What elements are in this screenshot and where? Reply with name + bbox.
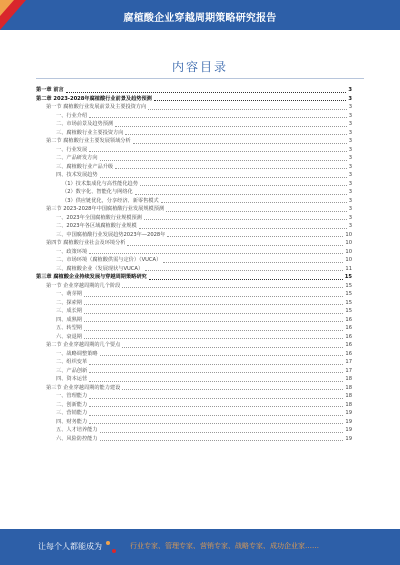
toc-entry[interactable] bbox=[36, 95, 352, 104]
toc-entry-text: 第三章 腐植酸企业持续发展与穿越周期策略研究 bbox=[36, 274, 147, 280]
toc-entry-page: 16 bbox=[345, 350, 352, 357]
toc-entry[interactable] bbox=[36, 358, 352, 367]
toc-entry-text: 一、行业介绍 bbox=[56, 112, 88, 119]
toc-entry-text: 四、技术发展趋势 bbox=[56, 172, 98, 178]
toc-entry-text: 一、政策环境 bbox=[56, 248, 88, 255]
toc-entry-text: 二、创新能力 bbox=[56, 401, 88, 408]
toc-entry[interactable] bbox=[36, 409, 352, 418]
toc-entry[interactable] bbox=[36, 222, 352, 231]
toc-entry[interactable] bbox=[36, 256, 352, 265]
toc-entry-page: 18 bbox=[345, 401, 352, 408]
toc-leader-dots bbox=[122, 347, 343, 348]
toc-entry-text: 二、组织变革 bbox=[56, 359, 88, 365]
toc-entry[interactable] bbox=[36, 375, 352, 384]
toc-entry-page: 15 bbox=[345, 308, 352, 314]
toc-entry-page: 19 bbox=[345, 418, 352, 425]
toc-entry[interactable] bbox=[36, 401, 352, 410]
toc-entry-text: 二、市场前景及趋势预测 bbox=[56, 121, 114, 127]
toc-entry-page: 3 bbox=[348, 138, 352, 144]
toc-entry-text: 第三节 企业穿越周期的能力建设 bbox=[46, 384, 121, 391]
toc-entry[interactable] bbox=[36, 137, 352, 146]
toc-leader-dots bbox=[166, 211, 347, 212]
toc-entry-page: 17 bbox=[345, 359, 352, 365]
table-of-contents bbox=[36, 86, 352, 508]
toc-entry[interactable] bbox=[36, 435, 352, 444]
page-header bbox=[0, 0, 400, 30]
toc-leader-dots bbox=[135, 194, 347, 195]
toc-entry-text: 五、人才培养能力 bbox=[56, 427, 98, 433]
toc-entry-page: 15 bbox=[345, 282, 352, 289]
toc-entry-page: 10 bbox=[345, 248, 352, 255]
toc-leader-dots bbox=[125, 134, 346, 135]
toc-entry-page: 10 bbox=[345, 240, 352, 246]
toc-entry[interactable] bbox=[36, 290, 352, 299]
toc-entry-page: 15 bbox=[345, 291, 352, 297]
toc-entry-text: 四、成熟期 bbox=[56, 316, 82, 323]
footer-slogan: 让每个人都能成为 bbox=[38, 542, 102, 551]
toc-entry[interactable] bbox=[36, 112, 352, 121]
toc-entry-text: 第一章 前言 bbox=[36, 87, 64, 93]
toc-entry-page: 15 bbox=[344, 274, 352, 280]
toc-heading: 内容目录 bbox=[171, 60, 228, 74]
toc-entry[interactable] bbox=[36, 214, 352, 223]
toc-heading-divider bbox=[36, 78, 364, 79]
toc-leader-dots bbox=[139, 228, 347, 229]
toc-entry[interactable] bbox=[36, 384, 352, 393]
toc-leader-dots bbox=[100, 355, 344, 356]
toc-entry-text: 三、腐植酸行业主要投资方向 bbox=[56, 129, 124, 136]
toc-entry-text: 一、战略调整策略 bbox=[56, 350, 98, 357]
toc-entry-page: 3 bbox=[348, 189, 352, 195]
toc-entry[interactable] bbox=[36, 129, 352, 138]
toc-entry-text: 五、转型期 bbox=[56, 325, 82, 331]
toc-leader-dots bbox=[145, 270, 343, 271]
toc-leader-dots bbox=[149, 279, 343, 280]
toc-leader-dots bbox=[122, 287, 343, 288]
toc-leader-dots bbox=[115, 126, 347, 127]
toc-entry-text: （2）数字化、智能化与网络化 bbox=[62, 189, 133, 195]
toc-leader-dots bbox=[84, 321, 343, 322]
toc-leader-dots bbox=[89, 253, 343, 254]
toc-entry-text: 三、腐植酸企业（发展现状与VUCA） bbox=[56, 265, 144, 272]
toc-leader-dots bbox=[89, 372, 343, 373]
toc-leader-dots bbox=[122, 389, 343, 390]
toc-entry[interactable] bbox=[36, 367, 352, 376]
toc-entry-text: 二、2023年各区域腐植酸行业规模 bbox=[56, 223, 137, 229]
toc-leader-dots bbox=[89, 398, 343, 399]
toc-entry-page: 3 bbox=[348, 146, 352, 153]
toc-leader-dots bbox=[84, 313, 343, 314]
toc-leader-dots bbox=[154, 100, 347, 101]
toc-entry-page: 3 bbox=[348, 223, 352, 229]
toc-entry-text: 四、资本运营 bbox=[56, 376, 88, 382]
toc-entry-page: 16 bbox=[345, 316, 352, 323]
toc-entry-page: 19 bbox=[345, 435, 352, 442]
toc-entry-page: 3 bbox=[348, 180, 352, 187]
toc-entry-text: 六、风险防控能力 bbox=[56, 435, 98, 442]
toc-entry-text: 四、财务能力 bbox=[56, 418, 88, 425]
toc-leader-dots bbox=[144, 219, 347, 220]
toc-entry[interactable] bbox=[36, 205, 352, 214]
toc-entry[interactable] bbox=[36, 341, 352, 350]
toc-entry-page: 19 bbox=[345, 427, 352, 433]
report-title: 腐植酸企业穿越周期策略研究报告 bbox=[123, 13, 277, 24]
footer-bullet-icon bbox=[104, 537, 118, 557]
toc-entry-page: 3 bbox=[348, 112, 352, 119]
toc-leader-dots bbox=[140, 185, 347, 186]
toc-entry-page: 3 bbox=[348, 95, 352, 102]
toc-entry[interactable] bbox=[36, 239, 352, 248]
toc-entry-page: 3 bbox=[348, 163, 352, 170]
toc-entry-page: 3 bbox=[348, 172, 352, 178]
toc-entry-page: 3 bbox=[348, 155, 352, 161]
toc-entry-page: 15 bbox=[345, 299, 352, 306]
toc-entry-page: 3 bbox=[348, 104, 352, 110]
toc-entry-page: 16 bbox=[345, 325, 352, 331]
toc-entry-text: 第三节 2023-2028年中国腐植酸行业发展规模预测 bbox=[46, 206, 165, 212]
toc-entry-text: 二、市场环境（腐植酸供需与定价）（VUCA） bbox=[56, 257, 162, 263]
toc-entry-text: 第四节 腐植酸行业社会及环境分析 bbox=[46, 240, 126, 246]
toc-entry-page: 11 bbox=[345, 265, 352, 272]
toc-leader-dots bbox=[127, 245, 343, 246]
toc-entry[interactable] bbox=[36, 392, 352, 401]
toc-entry-page: 16 bbox=[345, 333, 352, 340]
toc-leader-dots bbox=[163, 262, 343, 263]
toc-entry[interactable] bbox=[36, 418, 352, 427]
toc-leader-dots bbox=[89, 406, 343, 407]
toc-entry-text: 三、产品创新 bbox=[56, 367, 88, 374]
toc-leader-dots bbox=[84, 338, 343, 339]
toc-entry-text: （3）供应链优化，分享经济、新零售模式 bbox=[62, 197, 159, 204]
toc-entry-text: 三、成长期 bbox=[56, 308, 82, 314]
toc-entry-page: 3 bbox=[348, 206, 352, 212]
toc-entry-page: 3 bbox=[348, 121, 352, 127]
toc-entry[interactable] bbox=[36, 426, 352, 435]
toc-entry[interactable] bbox=[36, 188, 352, 197]
footer-roles: 行业专家、管理专家、营销专家、战略专家、成功企业家…… bbox=[130, 542, 319, 550]
toc-entry-text: 二、探索期 bbox=[56, 299, 82, 306]
toc-entry-page: 19 bbox=[345, 410, 352, 416]
toc-entry-text: 一、行业发展 bbox=[56, 146, 88, 153]
toc-entry-page: 3 bbox=[348, 129, 352, 136]
page-footer bbox=[0, 529, 400, 565]
toc-entry-text: 第二节 企业穿越周期的几个要点 bbox=[46, 342, 121, 348]
toc-entry-page: 18 bbox=[345, 376, 352, 382]
toc-leader-dots bbox=[148, 109, 346, 110]
toc-leader-dots bbox=[89, 415, 343, 416]
toc-entry[interactable] bbox=[36, 265, 352, 274]
toc-entry[interactable] bbox=[36, 299, 352, 308]
toc-entry[interactable] bbox=[36, 307, 352, 316]
toc-entry-page: 18 bbox=[345, 384, 352, 391]
toc-leader-dots bbox=[133, 143, 347, 144]
toc-leader-dots bbox=[84, 304, 343, 305]
toc-entry-page: 17 bbox=[345, 367, 352, 374]
toc-entry[interactable] bbox=[36, 231, 352, 240]
toc-leader-dots bbox=[89, 423, 343, 424]
toc-entry[interactable] bbox=[36, 180, 352, 189]
toc-entry[interactable] bbox=[36, 248, 352, 257]
toc-entry-page: 3 bbox=[348, 87, 352, 93]
toc-entry-page: 10 bbox=[345, 257, 352, 263]
toc-entry[interactable] bbox=[36, 154, 352, 163]
toc-leader-dots bbox=[100, 160, 347, 161]
toc-leader-dots bbox=[89, 364, 343, 365]
toc-entry-page: 10 bbox=[345, 231, 352, 238]
toc-entry-text: （1）技术集成化与高性能化趋势 bbox=[62, 180, 138, 187]
toc-leader-dots bbox=[84, 330, 343, 331]
toc-leader-dots bbox=[115, 168, 347, 169]
toc-leader-dots bbox=[100, 440, 344, 441]
toc-entry[interactable] bbox=[36, 86, 352, 95]
toc-leader-dots bbox=[100, 432, 344, 433]
toc-entry[interactable] bbox=[36, 324, 352, 333]
toc-leader-dots bbox=[89, 151, 347, 152]
toc-entry[interactable] bbox=[36, 197, 352, 206]
toc-leader-dots bbox=[100, 177, 347, 178]
toc-entry-text: 第二节 腐植酸行业主要发展领域分析 bbox=[46, 138, 131, 144]
toc-entry[interactable] bbox=[36, 316, 352, 325]
toc-entry[interactable] bbox=[36, 146, 352, 155]
toc-entry-text: 一、2023年全国腐植酸行业规模预测 bbox=[56, 214, 142, 221]
toc-entry[interactable] bbox=[36, 273, 352, 282]
toc-entry-page: 3 bbox=[348, 214, 352, 221]
toc-entry[interactable] bbox=[36, 282, 352, 291]
toc-entry[interactable] bbox=[36, 350, 352, 359]
toc-entry-text: 一、管理能力 bbox=[56, 393, 88, 399]
toc-entry[interactable] bbox=[36, 163, 352, 172]
toc-leader-dots bbox=[167, 236, 343, 237]
toc-entry-text: 第二章 2023-2028年腐植酸行业前景及趋势预测 bbox=[36, 95, 152, 102]
toc-entry-text: 三、营销能力 bbox=[56, 410, 88, 416]
toc-leader-dots bbox=[161, 202, 347, 203]
toc-entry-text: 二、产品研发方向 bbox=[56, 155, 98, 161]
toc-entry-text: 第一节 企业穿越周期的几个阶段 bbox=[46, 282, 121, 289]
toc-leader-dots bbox=[66, 92, 347, 93]
toc-entry-page: 3 bbox=[348, 197, 352, 204]
toc-entry-page: 16 bbox=[345, 342, 352, 348]
toc-entry-text: 三、腐植酸行业产品升级 bbox=[56, 163, 114, 170]
toc-leader-dots bbox=[89, 381, 343, 382]
toc-entry-text: 一、萌芽期 bbox=[56, 291, 82, 297]
toc-entry-text: 六、衰退期 bbox=[56, 333, 82, 340]
toc-entry[interactable] bbox=[36, 120, 352, 129]
toc-leader-dots bbox=[84, 296, 343, 297]
toc-leader-dots bbox=[89, 117, 347, 118]
toc-entry[interactable] bbox=[36, 103, 352, 112]
toc-entry-text: 三、中国腐植酸行业发展趋势2023年—2028年 bbox=[56, 231, 166, 238]
toc-entry-text: 第一节 腐植酸行业发展前景及主要投资方向 bbox=[46, 104, 147, 110]
toc-entry-page: 18 bbox=[345, 393, 352, 399]
toc-entry[interactable] bbox=[36, 171, 352, 180]
toc-entry[interactable] bbox=[36, 333, 352, 342]
